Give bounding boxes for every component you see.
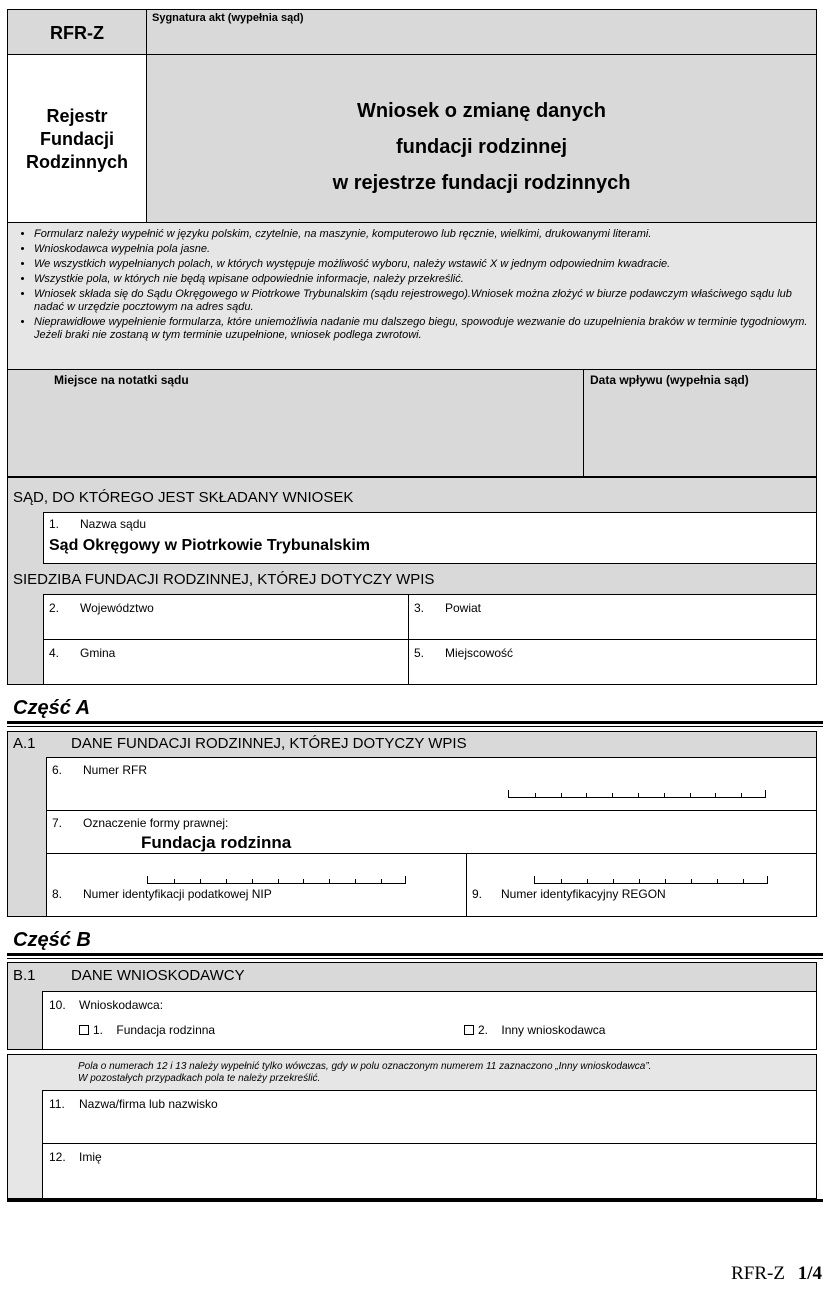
applicant-note: Pola o numerach 12 i 13 należy wypełnić tylko wówczas, gdy w polu oznaczonym numerem 11 zaznaczono „Inny wnioskodawca”. W pozostałych przypadkach pola te należy przekreślić. <box>78 1061 652 1084</box>
rfr-digit-boxes[interactable] <box>508 790 766 798</box>
part-a-heading: Część A <box>13 697 91 719</box>
field-number: 3. <box>414 601 425 615</box>
case-signature-field <box>146 9 817 55</box>
receipt-date-field <box>583 369 817 477</box>
option-number: 2. <box>478 1023 489 1037</box>
digit-separator <box>690 793 691 797</box>
digit-separator <box>639 879 640 883</box>
digit-separator <box>535 793 536 797</box>
checkbox[interactable] <box>79 1025 89 1035</box>
digit-separator <box>355 879 356 883</box>
commune-field[interactable] <box>43 639 409 685</box>
field-number: 11. <box>49 1097 65 1111</box>
form-code: RFR-Z <box>50 23 104 43</box>
double-rule <box>7 958 823 959</box>
locality-label: Miejscowość <box>445 646 514 660</box>
digit-separator <box>638 793 639 797</box>
digit-separator <box>561 879 562 883</box>
digit-separator <box>664 793 665 797</box>
instructions-list <box>12 228 810 342</box>
instructions-box <box>7 222 817 370</box>
regon-digit-boxes[interactable] <box>534 876 768 884</box>
option-family-foundation[interactable] <box>79 1023 215 1037</box>
court-notes-field <box>7 369 584 477</box>
form-title-cell <box>146 54 817 223</box>
digit-separator <box>226 879 227 883</box>
option-label: Inny wnioskodawca <box>501 1023 606 1037</box>
nip-digit-boxes[interactable] <box>147 876 406 884</box>
field-number: 12. <box>49 1150 66 1164</box>
county-field[interactable] <box>408 594 817 640</box>
field-number: 1. <box>49 517 60 531</box>
instruction-item: • Wszystkie pola, w których nie będą wpisane odpowiednie informacje, należy przekreślić. <box>34 273 810 286</box>
case-signature-label: Sygnatura akt (wypełnia sąd) <box>152 12 304 24</box>
court-notes-label: Miejsce na notatki sądu <box>54 373 189 387</box>
voivodeship-field[interactable] <box>43 594 409 640</box>
nip-label: Numer identyfikacji podatkowej NIP <box>83 887 272 901</box>
digit-separator <box>743 879 744 883</box>
digit-separator <box>329 879 330 883</box>
form-title: Wniosek o zmianę danych fundacji rodzinnej w rejestrze fundacji rodzinnych <box>332 100 631 194</box>
regon-field[interactable] <box>466 853 817 917</box>
digit-separator <box>561 793 562 797</box>
digit-separator <box>715 793 716 797</box>
field-number: 6. <box>52 763 63 777</box>
part-b-section-title: DANE WNIOSKODAWCY <box>71 967 245 984</box>
voivodeship-label: Województwo <box>80 601 154 615</box>
court-section-title: SĄD, DO KTÓREGO JEST SKŁADANY WNIOSEK <box>13 489 354 506</box>
section-number: B.1 <box>13 967 36 984</box>
instruction-item: • Nieprawidłowe wypełnienie formularza, które uniemożliwia nadanie mu dalszego biegu, spowoduje wezwanie do uzupełnienia braków w terminie tygodniowym. Jeżeli braki nie zostaną w tym terminie uzupełnione, wniosek podlega zwrotowi. <box>34 316 810 342</box>
field-number: 2. <box>49 601 60 615</box>
field-number: 9. <box>472 887 483 901</box>
applicant-type-field <box>42 991 817 1050</box>
registry-name: Rejestr Fundacji Rodzinnych <box>26 106 128 172</box>
digit-separator <box>691 879 692 883</box>
double-rule <box>7 726 823 727</box>
double-rule <box>7 721 823 724</box>
page-footer <box>731 1263 822 1285</box>
option-other-applicant[interactable] <box>464 1023 605 1037</box>
commune-label: Gmina <box>80 646 116 660</box>
legal-form-field <box>46 810 817 854</box>
divider <box>7 684 817 685</box>
receipt-date-label: Data wpływu (wypełnia sąd) <box>590 373 749 387</box>
part-a-section-title: DANE FUNDACJI RODZINNEJ, KTÓREJ DOTYCZY WPIS <box>71 735 467 752</box>
first-name-label: Imię <box>79 1150 102 1164</box>
footer-form-code: RFR-Z <box>731 1263 785 1284</box>
field-number: 4. <box>49 646 60 660</box>
digit-separator <box>586 793 587 797</box>
digit-separator <box>613 879 614 883</box>
nip-field[interactable] <box>46 853 467 917</box>
registry-name-cell <box>7 54 147 223</box>
digit-separator <box>200 879 201 883</box>
checkbox[interactable] <box>464 1025 474 1035</box>
digit-separator <box>303 879 304 883</box>
court-name-label: Nazwa sądu <box>80 517 147 531</box>
legal-form-label: Oznaczenie formy prawnej: <box>83 816 229 830</box>
instruction-item: • Wniosek składa się do Sądu Okręgowego w Piotrkowe Trybunalskim (sądu rejestrowego).Wniosek można złożyć w biurze podawczym właściwego sądu lub nadać w urzędzie pocztowym na adres sądu. <box>34 288 810 314</box>
court-name-value: Sąd Okręgowy w Piotrkowie Trybunalskim <box>49 537 370 554</box>
digit-separator <box>278 879 279 883</box>
option-label: Fundacja rodzinna <box>116 1023 216 1037</box>
digit-separator <box>381 879 382 883</box>
rfr-number-field[interactable] <box>46 757 817 811</box>
first-name-field[interactable] <box>42 1143 817 1199</box>
seat-section-title: SIEDZIBA FUNDACJI RODZINNEJ, KTÓREJ DOTYCZY WPIS <box>13 571 435 588</box>
digit-separator <box>741 793 742 797</box>
instruction-item: • Formularz należy wypełnić w języku polskim, czytelnie, na maszynie, komputerowo lub ręcznie, wielkimi, drukowanymi literami. <box>34 228 810 241</box>
instruction-item: • We wszystkich wypełnianych polach, w których występuje możliwość wyboru, należy wstawić X w jednym odpowiednim kwadracie. <box>34 258 810 271</box>
digit-separator <box>665 879 666 883</box>
regon-label: Numer identyfikacyjny REGON <box>501 887 666 901</box>
digit-separator <box>174 879 175 883</box>
name-or-company-label: Nazwa/firma lub nazwisko <box>79 1097 218 1111</box>
option-number: 1. <box>93 1023 104 1037</box>
field-number: 8. <box>52 887 63 901</box>
county-label: Powiat <box>445 601 482 615</box>
digit-separator <box>587 879 588 883</box>
legal-form-value: Fundacja rodzinna <box>141 833 292 852</box>
page-number: 1/4 <box>797 1263 822 1284</box>
applicant-type-label: Wnioskodawca: <box>79 998 164 1012</box>
field-number: 10. <box>49 998 66 1012</box>
digit-separator <box>612 793 613 797</box>
section-number: A.1 <box>13 735 36 752</box>
field-number: 7. <box>52 816 63 830</box>
form-code-cell <box>7 9 147 55</box>
digit-separator <box>252 879 253 883</box>
locality-field[interactable] <box>408 639 817 685</box>
digit-separator <box>717 879 718 883</box>
part-b-heading: Część B <box>13 929 91 951</box>
instruction-item: • Wnioskodawca wypełnia pola jasne. <box>34 243 810 256</box>
double-rule <box>7 1199 823 1202</box>
field-number: 5. <box>414 646 425 660</box>
double-rule <box>7 953 823 956</box>
court-name-field[interactable] <box>43 512 817 564</box>
rfr-number-label: Numer RFR <box>83 763 148 777</box>
name-or-company-field[interactable] <box>42 1090 817 1144</box>
